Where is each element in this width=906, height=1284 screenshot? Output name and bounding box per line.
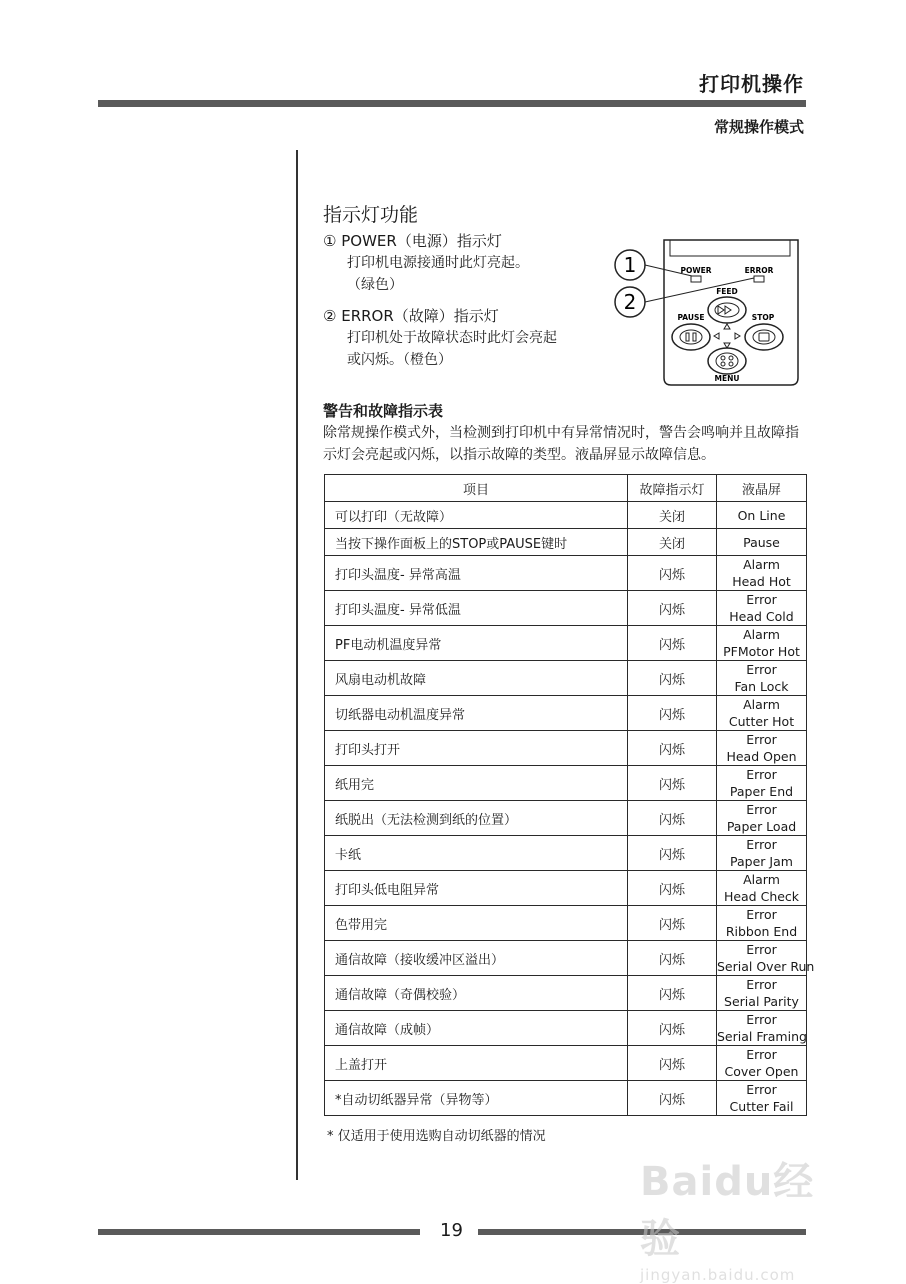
item-name: POWER（电源）指示灯 — [341, 232, 502, 250]
lcd-line: Alarm — [743, 627, 780, 642]
stop-label: STOP — [751, 313, 775, 322]
cell-item: 通信故障（奇偶校验） — [325, 976, 628, 1011]
cell-led: 闪烁 — [628, 591, 717, 626]
lcd-line: Error — [746, 767, 777, 782]
cell-lcd — [717, 1011, 807, 1046]
callout-2 — [615, 287, 645, 317]
lcd-line: Error — [746, 1012, 777, 1027]
cell-item: 打印头温度- 异常高温 — [325, 556, 628, 591]
lcd-line: Error — [746, 1047, 777, 1062]
cell-led: 闪烁 — [628, 801, 717, 836]
cell-lcd — [717, 1046, 807, 1081]
item-number: ① — [323, 232, 337, 250]
cell-item: 纸脱出（无法检测到纸的位置） — [325, 801, 628, 836]
cell-lcd — [717, 976, 807, 1011]
cell-item: PF电动机温度异常 — [325, 626, 628, 661]
cell-item: 切纸器电动机温度异常 — [325, 696, 628, 731]
table-row — [325, 529, 807, 556]
lcd-line: Error — [746, 662, 777, 677]
table-row — [325, 836, 807, 871]
lcd-line: Paper Jam — [730, 854, 793, 869]
lcd-line: Error — [746, 837, 777, 852]
indicator-heading: 指示灯功能 — [323, 204, 419, 226]
cell-item: 通信故障（成帧） — [325, 1011, 628, 1046]
cell-lcd — [717, 766, 807, 801]
lcd-line: Paper End — [729, 784, 794, 799]
cell-item: 可以打印（无故障） — [325, 502, 628, 529]
feed-button — [708, 297, 746, 323]
lcd-line: Cutter Hot — [728, 714, 795, 729]
svg-text:2: 2 — [623, 290, 637, 314]
lcd-line: Alarm — [743, 697, 780, 712]
table-row — [325, 591, 807, 626]
lcd-line: Head Check — [723, 889, 800, 904]
header-rule — [98, 100, 806, 107]
table-row — [325, 661, 807, 696]
menu-button — [708, 348, 746, 374]
item-number: ② — [323, 307, 337, 325]
table-body — [325, 502, 815, 1116]
lcd-line: Ribbon End — [725, 924, 798, 939]
svg-text:1: 1 — [623, 253, 637, 277]
lcd-line: On Line — [737, 507, 786, 523]
cell-item: 纸用完 — [325, 766, 628, 801]
table-row — [325, 502, 807, 529]
table-row — [325, 941, 807, 976]
cell-lcd — [717, 696, 807, 731]
cell-lcd — [717, 836, 807, 871]
lcd-line: Error — [746, 732, 777, 747]
footnote: * 仅适用于使用选购自动切纸器的情况 — [327, 1129, 546, 1144]
lcd-line: Head Cold — [729, 609, 794, 624]
warning-description: 除常规操作模式外，当检测到打印机中有异常情况时，警告会鸣响并且故障指示灯会亮起或闪烁，以指示故障的类型。液晶屏显示故障信息。 — [323, 425, 799, 463]
table-row — [325, 696, 807, 731]
table-row — [325, 1046, 807, 1081]
lcd-line: Error — [746, 942, 777, 957]
cell-lcd — [717, 556, 807, 591]
feed-label: FEED — [716, 287, 738, 296]
lcd-line: Error — [746, 1082, 777, 1097]
cell-item: 通信故障（接收缓冲区溢出） — [325, 941, 628, 976]
desc-line: 打印机处于故障状态时此灯会亮起 — [347, 330, 557, 346]
cell-led: 关闭 — [628, 502, 717, 529]
lcd-line: Error — [746, 592, 777, 607]
table-row — [325, 906, 807, 941]
cell-lcd — [717, 502, 807, 529]
cell-led: 闪烁 — [628, 941, 717, 976]
cell-lcd — [717, 591, 807, 626]
header-lcd: 液晶屏 — [717, 475, 807, 502]
pause-label: PAUSE — [677, 313, 705, 322]
margin-rule — [296, 150, 298, 1180]
control-panel-illustration — [612, 238, 802, 388]
lcd-line: Cover Open — [724, 1064, 799, 1079]
watermark-url: jingyan.baidu.com — [640, 1266, 796, 1284]
menu-label: MENU — [714, 374, 740, 383]
item-name: ERROR（故障）指示灯 — [341, 307, 499, 325]
power-indicator-heading — [323, 230, 502, 251]
warning-heading: 警告和故障指示表 — [323, 402, 444, 420]
section-title: 常规操作模式 — [713, 118, 804, 136]
lcd-line: PFMotor Hot — [723, 644, 800, 659]
header-item: 项目 — [325, 475, 628, 502]
cell-lcd — [717, 941, 815, 976]
desc-line: 打印机电源接通时此灯亮起。 — [347, 255, 529, 271]
cell-lcd — [717, 661, 807, 696]
table-header-row — [325, 475, 807, 502]
cell-item: 打印头低电阻异常 — [325, 871, 628, 906]
lcd-line: Head Hot — [732, 574, 791, 589]
watermark — [640, 1150, 850, 1284]
desc-line: 或闪烁。（橙色） — [347, 352, 452, 368]
table-row — [325, 626, 807, 661]
cell-lcd — [717, 626, 807, 661]
table-row — [325, 1081, 807, 1116]
cell-lcd — [717, 529, 807, 556]
error-indicator-heading — [323, 305, 499, 326]
desc-line: （绿色） — [347, 277, 403, 293]
cell-led: 闪烁 — [628, 906, 717, 941]
lcd-line: Head Open — [726, 749, 797, 764]
cell-led: 闪烁 — [628, 871, 717, 906]
callout-1 — [615, 250, 645, 280]
table-row — [325, 731, 807, 766]
cell-item: 当按下操作面板上的STOP或PAUSE键时 — [325, 529, 628, 556]
cell-led: 闪烁 — [628, 731, 717, 766]
header-led: 故障指示灯 — [628, 475, 717, 502]
table-row — [325, 766, 807, 801]
cell-item: 卡纸 — [325, 836, 628, 871]
lcd-line: Cutter Fail — [729, 1099, 794, 1114]
cell-item: 打印头打开 — [325, 731, 628, 766]
fault-table — [324, 474, 815, 1116]
cell-led: 闪烁 — [628, 836, 717, 871]
lcd-line: Pause — [743, 534, 780, 550]
chapter-title: 打印机操作 — [699, 72, 804, 96]
stop-button — [745, 324, 783, 350]
lcd-line: Error — [746, 977, 777, 992]
lcd-line: Serial Framing — [717, 1029, 807, 1044]
cell-led: 关闭 — [628, 529, 717, 556]
arrow-cross-icon — [714, 324, 740, 348]
error-led — [754, 276, 764, 282]
lcd-line: Error — [746, 907, 777, 922]
lcd-line: Fan Lock — [734, 679, 789, 694]
lcd-line: Alarm — [743, 557, 780, 572]
pause-button — [672, 324, 710, 350]
cell-lcd — [717, 871, 807, 906]
lcd-line: Alarm — [743, 872, 780, 887]
lcd-line: Error — [746, 802, 777, 817]
table-row — [325, 871, 807, 906]
table-row — [325, 1011, 807, 1046]
lcd-line: Serial Over Run — [717, 959, 815, 974]
cell-item: 上盖打开 — [325, 1046, 628, 1081]
power-label: POWER — [680, 266, 712, 275]
cell-led: 闪烁 — [628, 661, 717, 696]
cell-lcd — [717, 731, 807, 766]
lcd-line: Paper Load — [726, 819, 797, 834]
error-indicator-desc — [347, 327, 602, 371]
cell-led: 闪烁 — [628, 1046, 717, 1081]
table-row — [325, 801, 807, 836]
cell-lcd — [717, 801, 807, 836]
footer-rule-left — [98, 1229, 420, 1235]
cell-led: 闪烁 — [628, 1081, 717, 1116]
power-led — [691, 276, 701, 282]
cell-item: 风扇电动机故障 — [325, 661, 628, 696]
lcd-line: Serial Parity — [724, 994, 799, 1009]
table-row — [325, 556, 807, 591]
cell-lcd — [717, 906, 807, 941]
cell-led: 闪烁 — [628, 696, 717, 731]
cell-item: 色带用完 — [325, 906, 628, 941]
cell-led: 闪烁 — [628, 626, 717, 661]
table-row — [325, 976, 807, 1011]
page-number: 19 — [440, 1220, 463, 1241]
cell-item: *自动切纸器异常（异物等） — [325, 1081, 628, 1116]
cell-item: 打印头温度- 异常低温 — [325, 591, 628, 626]
cell-led: 闪烁 — [628, 766, 717, 801]
cell-led: 闪烁 — [628, 556, 717, 591]
error-label: ERROR — [744, 266, 774, 275]
cell-led: 闪烁 — [628, 1011, 717, 1046]
power-indicator-desc — [347, 252, 587, 296]
watermark-logo: Baidu经验 — [640, 1159, 815, 1262]
cell-led: 闪烁 — [628, 976, 717, 1011]
cell-lcd — [717, 1081, 807, 1116]
